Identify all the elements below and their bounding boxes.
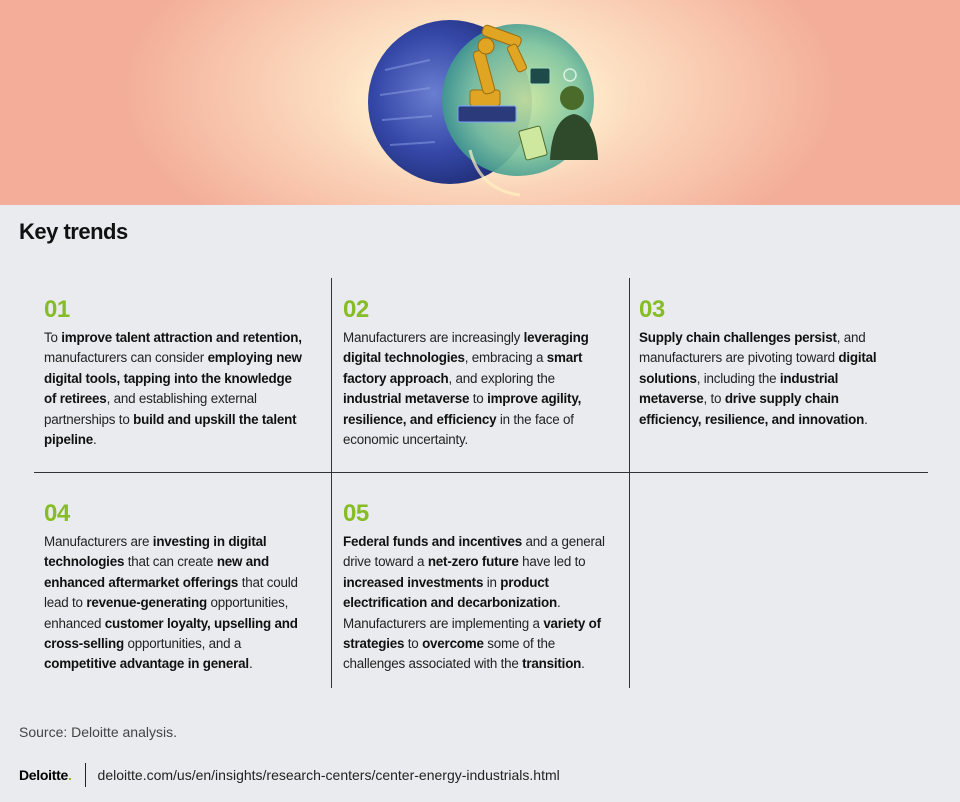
- logo-dot: .: [67, 767, 72, 783]
- body-text: in the face of economic uncertainty.: [343, 411, 574, 448]
- body-text: , embracing a: [464, 350, 547, 366]
- body-text: have led to: [518, 554, 586, 570]
- body-text: in: [483, 574, 501, 590]
- trend-number: 04: [44, 500, 70, 527]
- emphasis-text: overcome: [422, 636, 484, 652]
- body-text: , and manufacturers are pivoting toward: [639, 330, 866, 366]
- trend-text: [44, 328, 306, 450]
- trend-item-05: [343, 500, 605, 675]
- trend-number: 02: [343, 296, 369, 323]
- hero-banner: [0, 0, 960, 205]
- trend-text: [44, 532, 306, 675]
- body-text: some of the challenges associated with the: [343, 636, 556, 672]
- body-text: to: [404, 636, 423, 652]
- body-text: , and establishing external partnerships to: [44, 391, 257, 427]
- body-text: that could lead to: [44, 574, 298, 611]
- body-text: manufacturers can consider: [44, 350, 208, 366]
- body-text: , and exploring the: [448, 370, 555, 386]
- trend-item-01: [44, 296, 306, 450]
- body-text: that can create: [124, 554, 217, 570]
- emphasis-text: Supply chain challenges persist: [639, 330, 837, 345]
- emphasis-text: leveraging digital technologies: [343, 330, 589, 366]
- footer-link[interactable]: deloitte.com/us/en/insights/research-centers/center-energy-industrials.html: [97, 767, 560, 783]
- emphasis-text: net-zero future: [427, 554, 519, 570]
- body-text: Manufacturers are increasingly: [343, 330, 524, 345]
- emphasis-text: drive supply chain efficiency, resilience, and innovation: [639, 391, 865, 427]
- emphasis-text: investing in digital technologies: [44, 534, 267, 570]
- emphasis-text: competitive advantage in general: [44, 656, 249, 672]
- body-text: opportunities, and a: [124, 636, 242, 652]
- emphasis-text: revenue-generating: [86, 595, 207, 611]
- body-text: .: [581, 656, 585, 672]
- deloitte-logo[interactable]: [19, 767, 72, 783]
- trend-item-02: [343, 296, 605, 450]
- body-text: to: [469, 391, 488, 407]
- footer-separator: [85, 763, 86, 787]
- emphasis-text: digital solutions: [639, 350, 877, 386]
- body-text: , to: [703, 391, 725, 407]
- row-divider: [34, 472, 928, 473]
- trend-item-03: [639, 296, 901, 430]
- page-title: Key trends: [19, 219, 128, 244]
- body-text: .: [864, 411, 868, 427]
- emphasis-text: employing new digital tools, tapping into the knowledge of retirees: [44, 350, 302, 407]
- trend-number: 05: [343, 500, 369, 527]
- emphasis-text: Federal funds and incentives: [343, 534, 522, 549]
- hero-illustration: [0, 0, 960, 205]
- column-divider: [331, 278, 332, 688]
- trend-text: [639, 328, 901, 430]
- emphasis-text: customer loyalty, upselling and cross-selling: [44, 615, 298, 652]
- body-text: .: [93, 432, 97, 448]
- emphasis-text: industrial metaverse: [639, 370, 839, 407]
- emphasis-text: build and upskill the talent pipeline: [44, 411, 297, 448]
- body-text: .: [248, 656, 253, 672]
- emphasis-text: transition: [522, 656, 582, 672]
- emphasis-text: improve talent attraction and retention,: [61, 330, 302, 345]
- trend-text: [343, 328, 605, 450]
- emphasis-text: variety of strategies: [343, 615, 601, 652]
- trend-item-04: [44, 500, 306, 675]
- body-text: opportunities, enhanced: [44, 595, 289, 631]
- column-divider: [629, 278, 630, 688]
- logo-text: Deloitte: [19, 767, 68, 783]
- emphasis-text: improve agility, resilience, and efficiency: [343, 391, 582, 427]
- emphasis-text: product electrification and decarbonization: [343, 574, 557, 611]
- trend-number: 03: [639, 296, 665, 323]
- footer: [19, 763, 560, 787]
- trend-text: [343, 532, 605, 675]
- emphasis-text: industrial metaverse: [343, 391, 470, 407]
- body-text: . Manufacturers are implementing a: [343, 595, 561, 631]
- emphasis-text: smart factory approach: [343, 350, 583, 386]
- trend-number: 01: [44, 296, 70, 323]
- emphasis-text: new and enhanced aftermarket offerings: [44, 554, 269, 590]
- body-text: , including the: [696, 370, 780, 386]
- body-text: To: [44, 330, 62, 345]
- emphasis-text: increased investments: [343, 574, 484, 590]
- body-text: Manufacturers are: [44, 534, 153, 549]
- source-note: Source: Deloitte analysis.: [19, 724, 177, 740]
- body-text: and a general drive toward a: [343, 534, 605, 570]
